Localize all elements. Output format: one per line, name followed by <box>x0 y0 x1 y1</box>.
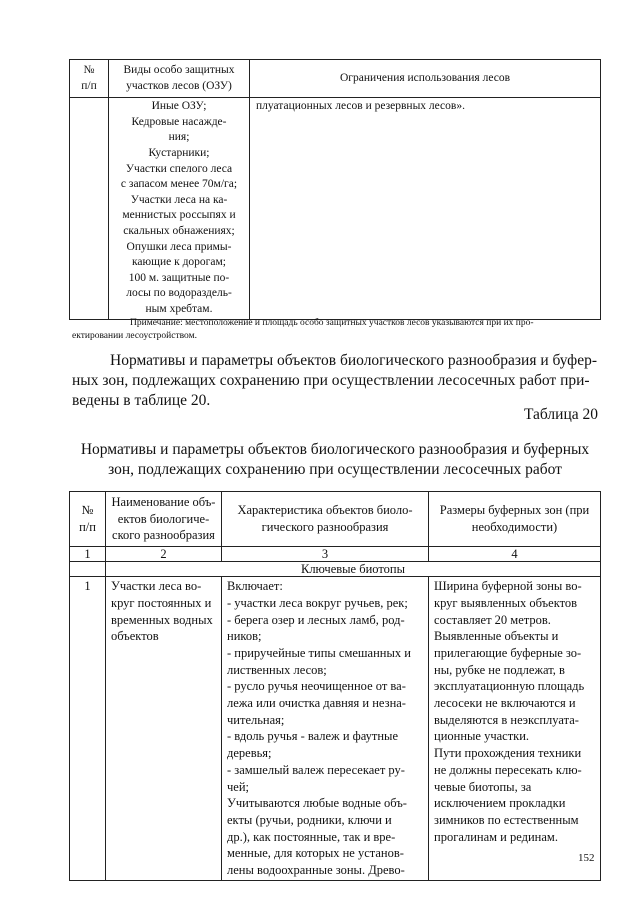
header-characteristic-line: Характеристика объектов биоло- <box>237 503 413 518</box>
buffer-line: чевые биотопы, за <box>434 779 532 794</box>
column-number: 1 <box>70 547 106 562</box>
characteristic-line: ников; <box>227 629 262 644</box>
characteristic-line: менные, для которых не установ- <box>227 846 404 861</box>
characteristic-line: Включает: <box>227 579 283 594</box>
characteristic-line: лежа или очистка давняя и незна- <box>227 696 406 711</box>
empty-num-cell <box>70 98 109 319</box>
object-name-line: временных водных <box>111 612 213 627</box>
object-name-cell <box>106 577 222 881</box>
column-number: 2 <box>106 547 222 562</box>
object-name-line: круг постоянных и <box>111 595 212 610</box>
characteristic-line: - берега озер и лесных ламб, род- <box>227 612 405 627</box>
buffer-cell <box>429 577 601 881</box>
buffer-line: круг выявленных объектов <box>434 595 578 610</box>
buffer-line: прилегающие буферные зо- <box>434 645 582 660</box>
table-title-line: Нормативы и параметры объектов биологического разнообразия и буферных <box>80 441 590 458</box>
header-name-line: ского разнообразия <box>112 528 215 543</box>
header-types <box>109 60 250 98</box>
characteristic-line: лиственных лесов; <box>227 662 327 677</box>
buffer-line: Пути прохождения техники <box>434 746 582 761</box>
section-row <box>70 562 601 577</box>
biodiversity-table <box>69 491 601 881</box>
table-note <box>72 317 600 343</box>
types-line: Кедровые насажде- <box>131 115 227 128</box>
characteristic-line: лены водоохранные зоны. Древо- <box>227 863 405 878</box>
body-paragraph <box>72 351 598 411</box>
characteristic-line: чительная; <box>227 712 285 727</box>
table-caption: Таблица 20 <box>523 406 598 423</box>
characteristic-line: - замшелый валеж пересекает ру- <box>227 762 405 777</box>
header-name-line: Наименование объ- <box>111 495 216 509</box>
characteristic-line: - участки леса вокруг ручьев, рек; <box>227 595 408 610</box>
table-title <box>72 440 598 480</box>
header-restrictions: Ограничения использования лесов <box>250 60 601 98</box>
buffer-line: зимников по естественным <box>434 812 579 827</box>
restrictions-cell: плуатационных лесов и резервных лесов». <box>250 98 601 319</box>
characteristic-line: екты (ручьи, родники, ключи и <box>227 812 392 827</box>
header-buffer-line: необходимости) <box>471 520 558 535</box>
types-line: лосы по водораздель- <box>126 287 232 300</box>
header-buffer-line: Размеры буферных зон (при <box>439 503 590 518</box>
buffer-line: выделяются в неэксплуата- <box>434 712 579 727</box>
header-name-line: ектов биологиче- <box>117 511 210 526</box>
header-num-line: № <box>81 503 94 518</box>
types-line: Участки спелого леса <box>125 162 233 175</box>
header-types-line: участков лесов (ОЗУ) <box>126 79 232 92</box>
header-types-line: Виды особо защитных <box>123 64 235 76</box>
characteristic-line: - приручейные типы смешанных и <box>227 645 411 660</box>
buffer-line: составляет 20 метров. <box>434 612 551 627</box>
characteristic-cell <box>222 577 429 881</box>
types-line: Участки леса на ка- <box>130 193 228 206</box>
characteristic-line: чей; <box>227 779 249 794</box>
types-line: ния; <box>168 131 190 144</box>
types-line: Иные ОЗУ; <box>151 100 207 113</box>
characteristic-line: деревья; <box>227 746 272 761</box>
header-num <box>70 492 106 547</box>
types-line: Кустарники; <box>148 146 210 159</box>
note-line: ектировании лесоустройством. <box>72 331 198 341</box>
types-cell <box>109 98 250 319</box>
object-name-line: объектов <box>111 629 159 644</box>
page-number: 152 <box>578 852 595 864</box>
buffer-line: лесосеки не включаются и <box>434 696 576 711</box>
characteristic-line: др.), как постоянные, так и вре- <box>227 829 396 844</box>
types-line: ным хребтам. <box>145 302 213 315</box>
header-name <box>106 492 222 547</box>
column-number: 4 <box>429 547 601 562</box>
characteristic-line: Учитываются любые водные объ- <box>227 796 407 811</box>
types-line: меннистых россыпях и <box>122 209 236 222</box>
buffer-line: ны, рубке не подлежат, в <box>434 662 565 677</box>
types-line: кающие к дорогам; <box>132 256 226 269</box>
types-line: скальных обнажениях; <box>123 224 235 237</box>
column-number-row <box>70 547 601 562</box>
header-num-line: п/п <box>81 79 97 92</box>
paragraph-line: ведены в таблице 20. <box>72 392 211 409</box>
types-line: с запасом менее 70м/га; <box>120 178 238 191</box>
header-buffer <box>429 492 601 547</box>
types-line: Опушки леса примы- <box>126 240 232 253</box>
header-num-line: № <box>83 64 95 76</box>
header-num-line: п/п <box>79 520 96 535</box>
buffer-line: Ширина буферной зоны во- <box>434 579 582 594</box>
table-title-line: зон, подлежащих сохранению при осуществлении лесосечных работ <box>108 461 562 478</box>
header-characteristic-line: гического разнообразия <box>261 520 389 535</box>
section-spacer-cell <box>70 562 106 577</box>
characteristic-line: - вдоль ручья - валеж и фаутные <box>227 729 398 744</box>
buffer-line: ционные участки. <box>434 729 530 744</box>
table-row <box>70 98 601 319</box>
buffer-line: Выявленные объекты и <box>434 629 559 644</box>
header-characteristic <box>222 492 429 547</box>
buffer-line: не должны пересекать клю- <box>434 762 582 777</box>
types-line: 100 м. защитные по- <box>128 271 230 284</box>
object-name-line: Участки леса во- <box>111 579 202 594</box>
protective-areas-table <box>69 59 601 320</box>
paragraph-line: ных зон, подлежащих сохранению при осуществлении лесосечных работ при- <box>72 372 590 389</box>
column-number: 3 <box>222 547 429 562</box>
buffer-line: эксплуатационную площадь <box>434 679 585 694</box>
paragraph-line: Нормативы и параметры объектов биологического разнообразия и буфер- <box>110 352 598 369</box>
header-num <box>70 60 109 98</box>
table-header-row <box>70 492 601 547</box>
section-title: Ключевые биотопы <box>106 562 601 577</box>
table-header-row <box>70 60 601 98</box>
note-line: Примечание: местоположение и площадь особо защитных участков лесов указываются при их про- <box>130 318 534 328</box>
buffer-line: исключением прокладки <box>434 796 566 811</box>
row-number: 1 <box>70 577 106 881</box>
table-row <box>70 577 601 881</box>
characteristic-line: - русло ручья неочищенное от ва- <box>227 679 406 694</box>
buffer-line: прогалинам и рединам. <box>434 829 558 844</box>
